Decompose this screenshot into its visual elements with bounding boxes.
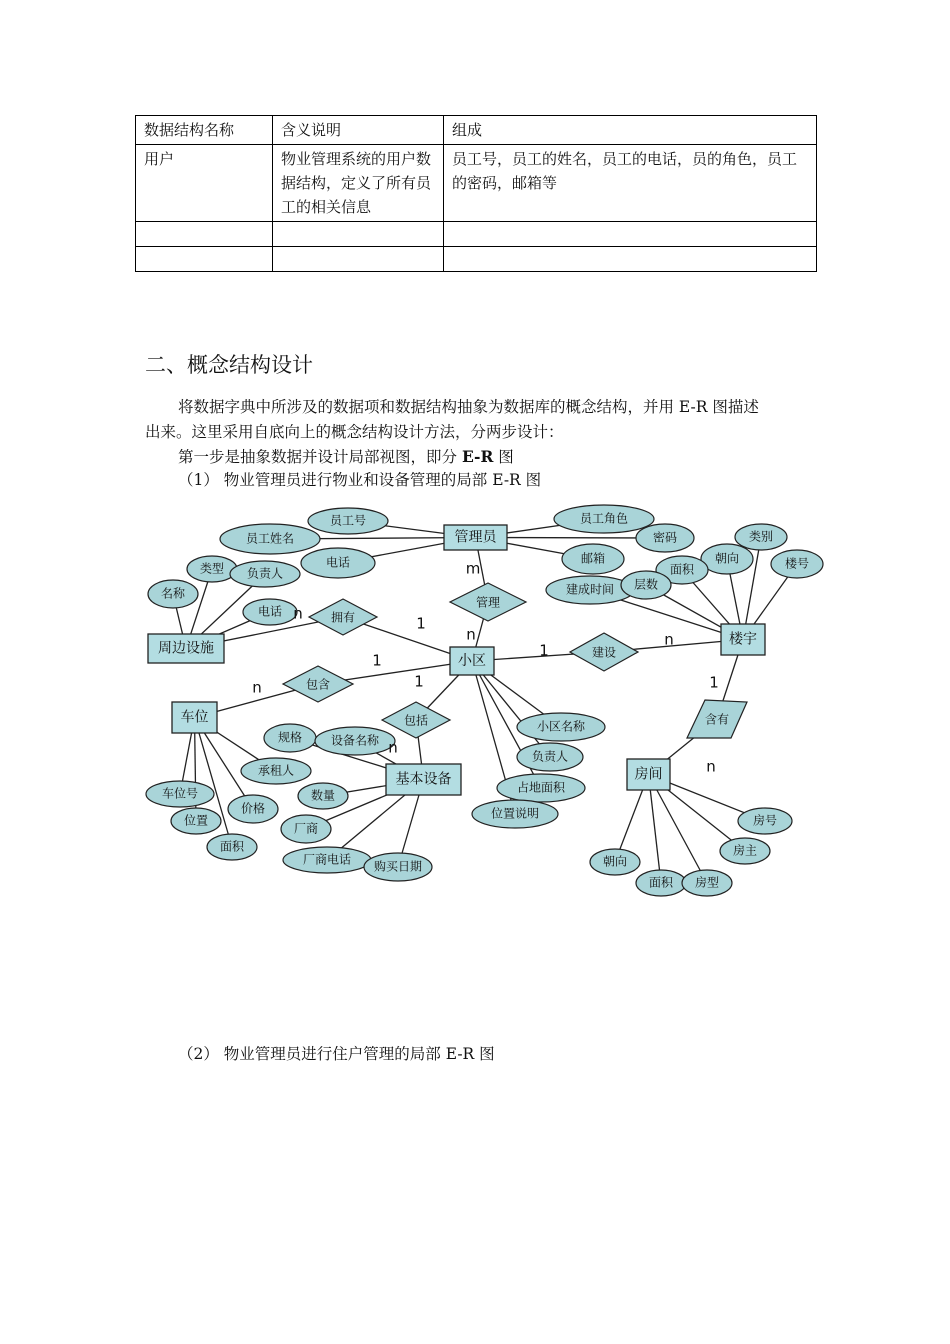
table-header-row (136, 116, 817, 145)
table-header-cell: 含义说明 (273, 116, 444, 145)
table-cell (273, 247, 444, 272)
table-cell (136, 247, 273, 272)
attribute-label: 层数 (633, 577, 659, 592)
entity-label: 基本设备 (395, 771, 452, 788)
step-one-text (178, 444, 514, 470)
attribute-label: 面积 (219, 839, 245, 854)
attribute-label: 厂商电话 (302, 852, 352, 867)
connector-line (649, 775, 662, 884)
cardinality-label: 1 (372, 651, 382, 670)
attribute-label: 名称 (160, 586, 186, 601)
section-title: 二、概念结构设计 (145, 353, 313, 377)
attribute-label: 面积 (648, 875, 674, 890)
attribute-label: 员工角色 (579, 511, 629, 526)
attribute-label: 朝向 (714, 551, 740, 566)
relationship-label: 包括 (403, 713, 429, 728)
attribute-label: 小区名称 (536, 719, 586, 734)
entity-label: 管理员 (454, 529, 497, 546)
attribute-label: 负责人 (246, 566, 284, 581)
attribute-label: 类型 (199, 561, 225, 576)
attribute-label: 房主 (732, 843, 758, 858)
cardinality-label: n (293, 604, 303, 623)
table-cell: 物业管理系统的用户数据结构，定义了所有员工的相关信息 (273, 145, 444, 222)
table-header-cell: 数据结构名称 (136, 116, 273, 145)
table-cell (273, 222, 444, 247)
attribute-label: 价格 (240, 801, 266, 816)
attribute-label: 购买日期 (373, 859, 423, 874)
relationship-label: 含有 (704, 712, 730, 727)
attribute-label: 面积 (669, 562, 695, 577)
attribute-label: 楼号 (784, 556, 810, 571)
relationship-label: 包含 (305, 677, 331, 692)
relationship-label: 拥有 (330, 610, 356, 625)
cardinality-label: n (466, 625, 476, 644)
cardinality-label: 1 (709, 673, 719, 692)
connector-line (649, 775, 708, 884)
table-cell (444, 222, 817, 247)
table-row (136, 247, 817, 272)
attribute-label: 员工姓名 (245, 531, 295, 546)
cardinality-label: n (388, 738, 398, 757)
relationship-label: 建设 (591, 645, 617, 660)
data-structure-table (135, 115, 817, 272)
entity-label: 小区 (458, 653, 486, 669)
cardinality-label: 1 (416, 614, 426, 633)
attribute-label: 类别 (748, 529, 774, 544)
entity-label: 周边设施 (158, 640, 214, 657)
step-one-bold: E-R (461, 447, 494, 466)
attribute-label: 规格 (277, 730, 303, 745)
attribute-label: 负责人 (531, 749, 569, 764)
attribute-label: 电话 (257, 604, 283, 619)
table-row (136, 145, 817, 222)
entity-label: 房间 (634, 766, 663, 783)
step-one-suffix: 图 (493, 448, 514, 466)
attribute-label: 占地面积 (516, 780, 566, 795)
attribute-label: 房型 (694, 875, 720, 890)
cardinality-label: n (664, 630, 674, 649)
table-cell (136, 222, 273, 247)
entity-label: 车位 (180, 709, 209, 726)
table-cell: 用户 (136, 145, 273, 222)
attribute-label: 电话 (325, 555, 351, 570)
attribute-label: 厂商 (293, 821, 319, 836)
relationship-label: 管理 (475, 595, 501, 610)
attribute-label: 邮箱 (580, 551, 606, 566)
table-cell (444, 247, 817, 272)
attribute-label: 车位号 (161, 786, 199, 801)
attribute-label: 设备名称 (330, 733, 380, 748)
attribute-label: 密码 (652, 530, 678, 545)
table-cell: 员工号，员工的姓名，员工的电话，员的角色，员工的密码，邮箱等 (444, 145, 817, 222)
table-row (136, 222, 817, 247)
attribute-label: 位置说明 (490, 806, 540, 821)
attribute-label: 朝向 (602, 854, 628, 869)
paragraph-line: 将数据字典中所涉及的数据项和数据结构抽象为数据库的概念结构，并用 E-R 图描述 (178, 398, 759, 416)
entity-label: 楼宇 (729, 631, 757, 648)
er-diagram (0, 500, 950, 910)
attribute-label: 数量 (310, 788, 336, 803)
attribute-label: 房号 (752, 813, 778, 828)
paragraph-line: 出来。这里采用自底向上的概念结构设计方法，分两步设计： (145, 423, 564, 441)
cardinality-label: n (252, 678, 262, 697)
attribute-label: 员工号 (329, 513, 367, 528)
figure-caption-2: （2） 物业管理员进行住户管理的局部 E-R 图 (178, 1045, 495, 1063)
attribute-label: 承租人 (257, 763, 295, 778)
table-header-cell: 组成 (444, 116, 817, 145)
figure-caption-1: （1） 物业管理员进行物业和设备管理的局部 E-R 图 (178, 471, 542, 489)
attribute-label: 位置 (183, 813, 209, 828)
cardinality-label: 1 (414, 672, 424, 691)
cardinality-label: 1 (539, 641, 549, 660)
cardinality-label: n (706, 757, 716, 776)
cardinality-label: m (465, 559, 481, 578)
step-one-prefix: 第一步是抽象数据并设计局部视图，即分 (178, 448, 462, 466)
attribute-label: 建成时间 (565, 582, 615, 597)
